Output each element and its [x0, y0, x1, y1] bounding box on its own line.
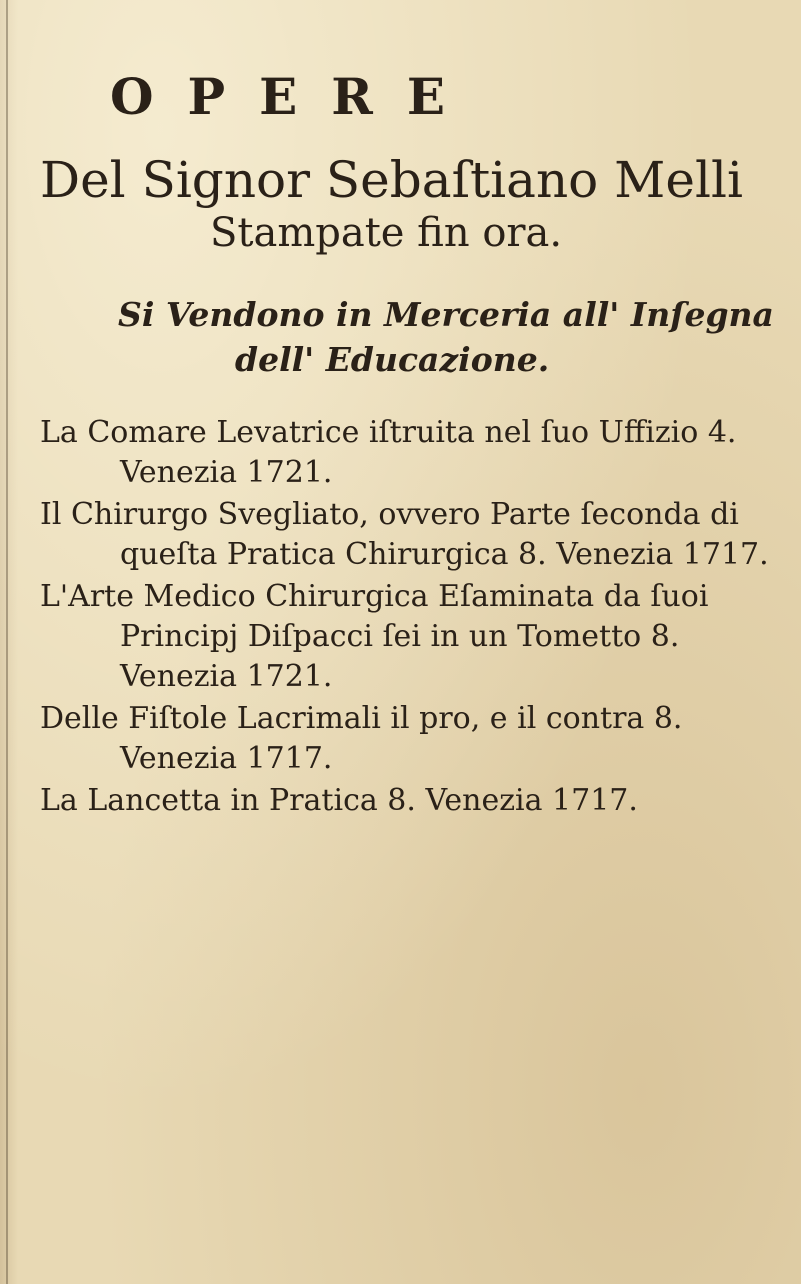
works-list — [40, 413, 780, 823]
work-entry-lancetta: La Lancetta in Pratica 8. Venezia 1717. — [40, 783, 638, 818]
author-line: Del Signor Sebaſtiano Melli — [40, 151, 743, 209]
work-entry-fistole: Delle Fiſtole Lacrimali il pro, e il contra 8. Venezia 1717. — [40, 701, 683, 776]
sale-notice-line2: dell' Educazione. — [235, 340, 550, 379]
work-entry-chirurgo: Il Chirurgo Svegliato, ovvero Parte ſeconda di queſta Pratica Chirurgica 8. Venezia 1717. — [40, 497, 769, 572]
work-entry-comare: La Comare Levatrice iſtruita nel ſuo Uffizio 4. Venezia 1721. — [40, 415, 737, 490]
printed-line: Stampate fin ora. — [210, 210, 563, 256]
page-title: OPERE — [110, 67, 479, 126]
work-entry-arte-medico: L'Arte Medico Chirurgica Eſaminata da ſuoi Principj Diſpacci ſei in un Tometto 8. Venezia 1721. — [40, 579, 709, 694]
page-edge-shadow — [6, 0, 8, 1284]
sale-notice-line1: Si Vendono in Merceria all' Inſegna — [118, 295, 774, 334]
